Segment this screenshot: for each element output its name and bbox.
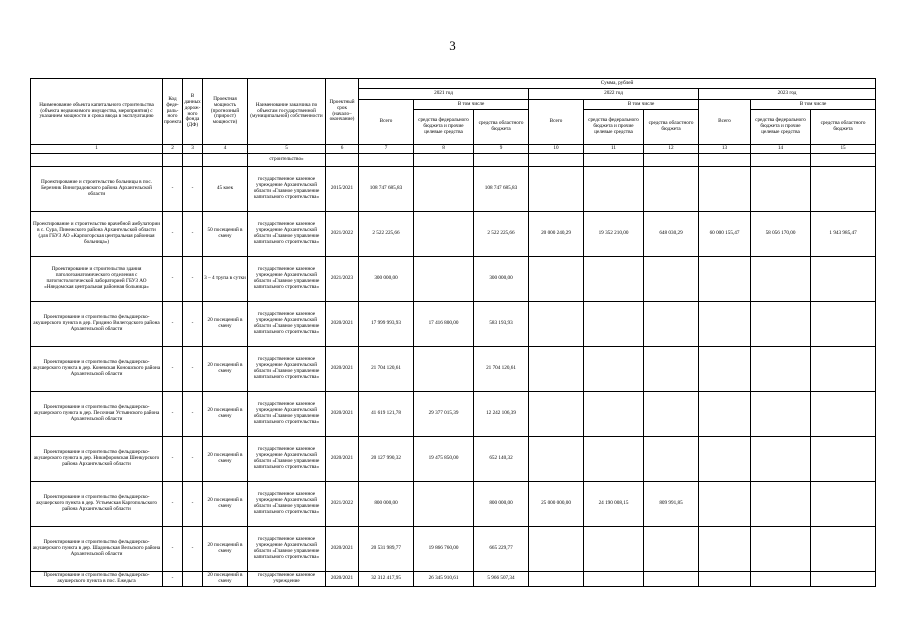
cell-oblast-2023	[811, 392, 876, 437]
header-total-2023: Всего	[699, 100, 751, 145]
cell-kod: -	[163, 527, 183, 572]
cell-df: -	[183, 167, 203, 212]
page-number: 3	[449, 38, 456, 53]
cell-oblast-2021: 108 747 685,83	[474, 167, 529, 212]
cell-total-2022: 20 000 240,29	[529, 212, 584, 257]
cell-period: 2020/2021	[326, 527, 359, 572]
cell-kod: -	[163, 212, 183, 257]
cell-customer: государственное казенное учреждение Архангельской области «Главное управление капитального строительства»	[248, 302, 326, 347]
cell-total-2022	[529, 527, 584, 572]
header-oblast-2023: средства областного бюджета	[811, 110, 876, 145]
header-oblast-2022: средства областного бюджета	[644, 110, 699, 145]
cell-name: Проектирование и строительство фельдшерско-акушерского пункта в дер. Гридино Вилегодского района Архангельской области	[31, 302, 163, 347]
column-number: 6	[326, 145, 359, 154]
cell-total-2023	[699, 347, 751, 392]
cell-period: 2020/2021	[326, 437, 359, 482]
cell-federal-2021	[414, 212, 474, 257]
cell-customer: государственное казенное учреждение Архангельской области «Главное управление капитального строительства»	[248, 212, 326, 257]
cell-name: Проектирование и строительство врачебной амбулатории в с. Сура, Пинежского района Архангельской области (для ГБУЗ АО «Карпогорская центральная районная больница»)	[31, 212, 163, 257]
cell-df: -	[183, 302, 203, 347]
cell-total-2023	[699, 437, 751, 482]
cell-df	[183, 572, 203, 587]
cell-total-2022	[529, 392, 584, 437]
header-oblast-2021: средства областного бюджета	[474, 110, 529, 145]
cell-name: Проектирование и строительство больницы в пос. Березник Виноградовского района Архангельской области	[31, 167, 163, 212]
cell-customer: государственное казенное учреждение Архангельской области «Главное управление капитального строительства»	[248, 347, 326, 392]
cell-federal-2023	[751, 437, 811, 482]
cell-df: -	[183, 257, 203, 302]
table-row	[31, 257, 876, 302]
cell-customer: государственное казенное учреждение Архангельской области «Главное управление капитального строительства»	[248, 392, 326, 437]
continuation-row	[31, 154, 876, 167]
cell-name: Проектирование и строительство фельдшерско-акушерского пункта в пос. Ежедьга	[31, 572, 163, 587]
column-number: 5	[248, 145, 326, 154]
cell-total-2022	[529, 572, 584, 587]
cell-period: 2020/2021	[326, 347, 359, 392]
cell-total-2021: 21 704 120,61	[359, 347, 414, 392]
header-kod: Код феде-раль-ного проекта	[163, 79, 183, 145]
cell-customer: государственное казенное учреждение Архангельской области «Главное управление капитального строительства»	[248, 167, 326, 212]
cell-oblast-2022	[644, 527, 699, 572]
cell-capacity: 20 посещений в смену	[203, 527, 248, 572]
cell-name: Проектирование и строительство фельдшерско-акушерского пункта в дер. Никифоровская Шенкурского района Архангельской области	[31, 437, 163, 482]
header-incl-2021: В том числе	[414, 100, 529, 110]
column-number: 1	[31, 145, 163, 154]
column-number: 9	[474, 145, 529, 154]
cell-capacity: 20 посещений в смену	[203, 347, 248, 392]
cell-oblast-2022	[644, 302, 699, 347]
column-number: 2	[163, 145, 183, 154]
cell-kod: -	[163, 257, 183, 302]
cell-df: -	[183, 437, 203, 482]
cell-df: -	[183, 527, 203, 572]
cell-federal-2023	[751, 347, 811, 392]
header-year-2023: 2023 год	[699, 89, 876, 100]
cell-kod: -	[163, 482, 183, 527]
cell-kod: -	[163, 302, 183, 347]
cell-total-2023	[699, 392, 751, 437]
cell-federal-2023	[751, 257, 811, 302]
cell-total-2023	[699, 167, 751, 212]
cell-capacity: 20 посещений в смену	[203, 572, 248, 587]
cell-federal-2021	[414, 257, 474, 302]
cell-kod: -	[163, 572, 183, 587]
cell-oblast-2023	[811, 527, 876, 572]
cell-total-2023	[699, 527, 751, 572]
cell-total-2021: 32 312 417,95	[359, 572, 414, 587]
cell-oblast-2021: 21 704 120,61	[474, 347, 529, 392]
cell-federal-2022	[584, 302, 644, 347]
table-row	[31, 392, 876, 437]
cell-customer: государственное казенное учреждение Архангельской области «Главное управление капитального строительства»	[248, 437, 326, 482]
cell-total-2021: 2 522 225,66	[359, 212, 414, 257]
cell-total-2021: 300 000,00	[359, 257, 414, 302]
cell-customer: государственное казенное учреждение Архангельской области «Главное управление капитального строительства»	[248, 257, 326, 302]
cell-total-2022	[529, 257, 584, 302]
cell-total-2022	[529, 347, 584, 392]
table-row	[31, 527, 876, 572]
cell-df: -	[183, 212, 203, 257]
cell-federal-2021: 19 475 850,00	[414, 437, 474, 482]
cell-oblast-2023	[811, 437, 876, 482]
cell-federal-2023	[751, 572, 811, 587]
capital-construction-table	[30, 78, 876, 587]
cell-oblast-2023	[811, 167, 876, 212]
cell-capacity: 20 посещений в смену	[203, 482, 248, 527]
column-number: 7	[359, 145, 414, 154]
cell-oblast-2022: 648 030,29	[644, 212, 699, 257]
header-incl-2023: В том числе	[751, 100, 876, 110]
cell-total-2023: 60 000 155,47	[699, 212, 751, 257]
cell-federal-2022: 19 352 210,00	[584, 212, 644, 257]
cell-total-2022	[529, 437, 584, 482]
header-federal-2022: средства федерального бюджета и прочие целевые средства	[584, 110, 644, 145]
cell-federal-2023	[751, 482, 811, 527]
table-row	[31, 167, 876, 212]
cell-oblast-2021: 800 000,00	[474, 482, 529, 527]
cell-federal-2022	[584, 392, 644, 437]
cell-capacity: 50 посещений в смену	[203, 212, 248, 257]
cell-customer: государственное казенное учреждение	[248, 572, 326, 587]
cell-federal-2021: 19 866 760,00	[414, 527, 474, 572]
cell-capacity: 3 – 4 трупа в сутки	[203, 257, 248, 302]
table-row	[31, 212, 876, 257]
cell-oblast-2023	[811, 482, 876, 527]
cell-oblast-2021: 583 193,93	[474, 302, 529, 347]
cell-federal-2023	[751, 527, 811, 572]
cell-kod: -	[163, 167, 183, 212]
table-row	[31, 302, 876, 347]
cell-df: -	[183, 392, 203, 437]
header-year-2022: 2022 год	[529, 89, 699, 100]
cell-period: 2021/2023	[326, 257, 359, 302]
cell-federal-2023: 58 056 170,00	[751, 212, 811, 257]
cell-total-2023	[699, 257, 751, 302]
cell-total-2023	[699, 482, 751, 527]
column-number: 14	[751, 145, 811, 154]
cell-capacity: 20 посещений в смену	[203, 437, 248, 482]
cell-oblast-2023	[811, 572, 876, 587]
cell-total-2023	[699, 572, 751, 587]
cell-name: Проектирование и строительство здания патологоанатомического отделения с патогистологической лабораторией ГБУЗ АО «Няндомская центральная районная больница»	[31, 257, 163, 302]
cell-federal-2022	[584, 437, 644, 482]
cell-oblast-2022	[644, 257, 699, 302]
cell-capacity: 20 посещений в смену	[203, 392, 248, 437]
cell-federal-2022	[584, 167, 644, 212]
cell-kod: -	[163, 347, 183, 392]
column-number: 3	[183, 145, 203, 154]
column-number: 13	[699, 145, 751, 154]
cell-oblast-2022	[644, 347, 699, 392]
cell-period: 2020/2021	[326, 392, 359, 437]
cell-federal-2023	[751, 392, 811, 437]
cell-federal-2022	[584, 347, 644, 392]
column-number: 11	[584, 145, 644, 154]
cell-federal-2023	[751, 167, 811, 212]
cell-df: -	[183, 347, 203, 392]
cell-oblast-2021: 300 000,00	[474, 257, 529, 302]
header-federal-2023: средства федерального бюджета и прочие целевые средства	[751, 110, 811, 145]
cell-customer: государственное казенное учреждение Архангельской области «Главное управление капитального строительства»	[248, 482, 326, 527]
header-customer: Наименование заказчика по объектам государственной (муниципальной) собственности	[248, 79, 326, 145]
cell-federal-2021	[414, 347, 474, 392]
table-row	[31, 437, 876, 482]
cell-federal-2022: 24 190 008,15	[584, 482, 644, 527]
cell-kod: -	[163, 392, 183, 437]
cell-oblast-2021: 665 229,77	[474, 527, 529, 572]
cell-oblast-2023	[811, 257, 876, 302]
cell-oblast-2022	[644, 572, 699, 587]
header-incl-2022: В том числе	[584, 100, 699, 110]
cell-period: 2021/2022	[326, 482, 359, 527]
cell-federal-2021	[414, 482, 474, 527]
cell-oblast-2022	[644, 392, 699, 437]
cell-total-2021: 41 619 121,78	[359, 392, 414, 437]
header-year-2021: 2021 год	[359, 89, 529, 100]
cell-federal-2022	[584, 527, 644, 572]
column-number: 4	[203, 145, 248, 154]
cell-period: 2020/2021	[326, 572, 359, 587]
table-row	[31, 572, 876, 587]
cell-total-2022	[529, 167, 584, 212]
cell-oblast-2021: 2 522 225,66	[474, 212, 529, 257]
cell-total-2021: 20 531 989,77	[359, 527, 414, 572]
cell-period: 2015/2021	[326, 167, 359, 212]
cell-federal-2022	[584, 572, 644, 587]
cell-oblast-2022	[644, 437, 699, 482]
cell-capacity: 45 коек	[203, 167, 248, 212]
column-number: 8	[414, 145, 474, 154]
cell-total-2021: 17 999 993,93	[359, 302, 414, 347]
table-row	[31, 347, 876, 392]
cell-federal-2023	[751, 302, 811, 347]
cell-name: Проектирование и строительство фельдшерско-акушерского пункта в дер. Шадоньская Вельского района Архангельской области	[31, 527, 163, 572]
cell-period: 2021/2022	[326, 212, 359, 257]
column-number: 10	[529, 145, 584, 154]
cell-total-2021: 108 747 685,83	[359, 167, 414, 212]
cell-period: 2020/2021	[326, 302, 359, 347]
table-row	[31, 482, 876, 527]
cell-name: Проектирование и строительство фельдшерско-акушерского пункта в дер. Песочная Устьянского района Архангельской области	[31, 392, 163, 437]
cell-oblast-2023: 1 943 985,47	[811, 212, 876, 257]
cell-federal-2021	[414, 167, 474, 212]
header-period: Проектный срок (начало–окончание)	[326, 79, 359, 145]
cell-total-2023	[699, 302, 751, 347]
cell-oblast-2021: 5 966 507,34	[474, 572, 529, 587]
cell-oblast-2023	[811, 347, 876, 392]
cell-oblast-2023	[811, 302, 876, 347]
cell-total-2022: 25 000 000,00	[529, 482, 584, 527]
cell-capacity: 20 посещений в смену	[203, 302, 248, 347]
cell-oblast-2021: 652 140,32	[474, 437, 529, 482]
column-number: 12	[644, 145, 699, 154]
cell-federal-2022	[584, 257, 644, 302]
cell-name: Проектирование и строительство фельдшерско-акушерского пункта в дер. Коневская Коношского района Архангельской области	[31, 347, 163, 392]
cell-federal-2021: 29 377 015,39	[414, 392, 474, 437]
header-df: В данных дорож-ного фонда (ДФ)	[183, 79, 203, 145]
cell-oblast-2021: 12 242 106,39	[474, 392, 529, 437]
header-name: Наименование объекта капитального строительства (объекта недвижимого имущества, мероприятия) с указанием мощности и срока ввода в эксплуатацию	[31, 79, 163, 145]
cell-df: -	[183, 482, 203, 527]
header-total-2022: Всего	[529, 100, 584, 145]
cell-customer: государственное казенное учреждение Архангельской области «Главное управление капитального строительства»	[248, 527, 326, 572]
cell-oblast-2022	[644, 167, 699, 212]
cell-total-2022	[529, 302, 584, 347]
cell-federal-2021: 17 416 800,00	[414, 302, 474, 347]
column-number-row	[31, 145, 876, 154]
header-federal-2021: средства федерального бюджета и прочие целевые средства	[414, 110, 474, 145]
cell-kod: -	[163, 437, 183, 482]
header-total-2021: Всего	[359, 100, 414, 145]
cell-total-2021: 20 127 990,32	[359, 437, 414, 482]
cell-federal-2021: 26 345 910,61	[414, 572, 474, 587]
column-number: 15	[811, 145, 876, 154]
header-sum: Сумма, рублей	[359, 79, 876, 89]
header-capacity: Проектная мощность (прогнозный (прирост) мощности)	[203, 79, 248, 145]
cell-name: Проектирование и строительство фельдшерско-акушерского пункта в дер. Устьемская Каргопольского района Архангельской области	[31, 482, 163, 527]
cell-oblast-2022: 809 991,85	[644, 482, 699, 527]
continuation-text: строительство»	[248, 154, 326, 167]
cell-total-2021: 800 000,00	[359, 482, 414, 527]
